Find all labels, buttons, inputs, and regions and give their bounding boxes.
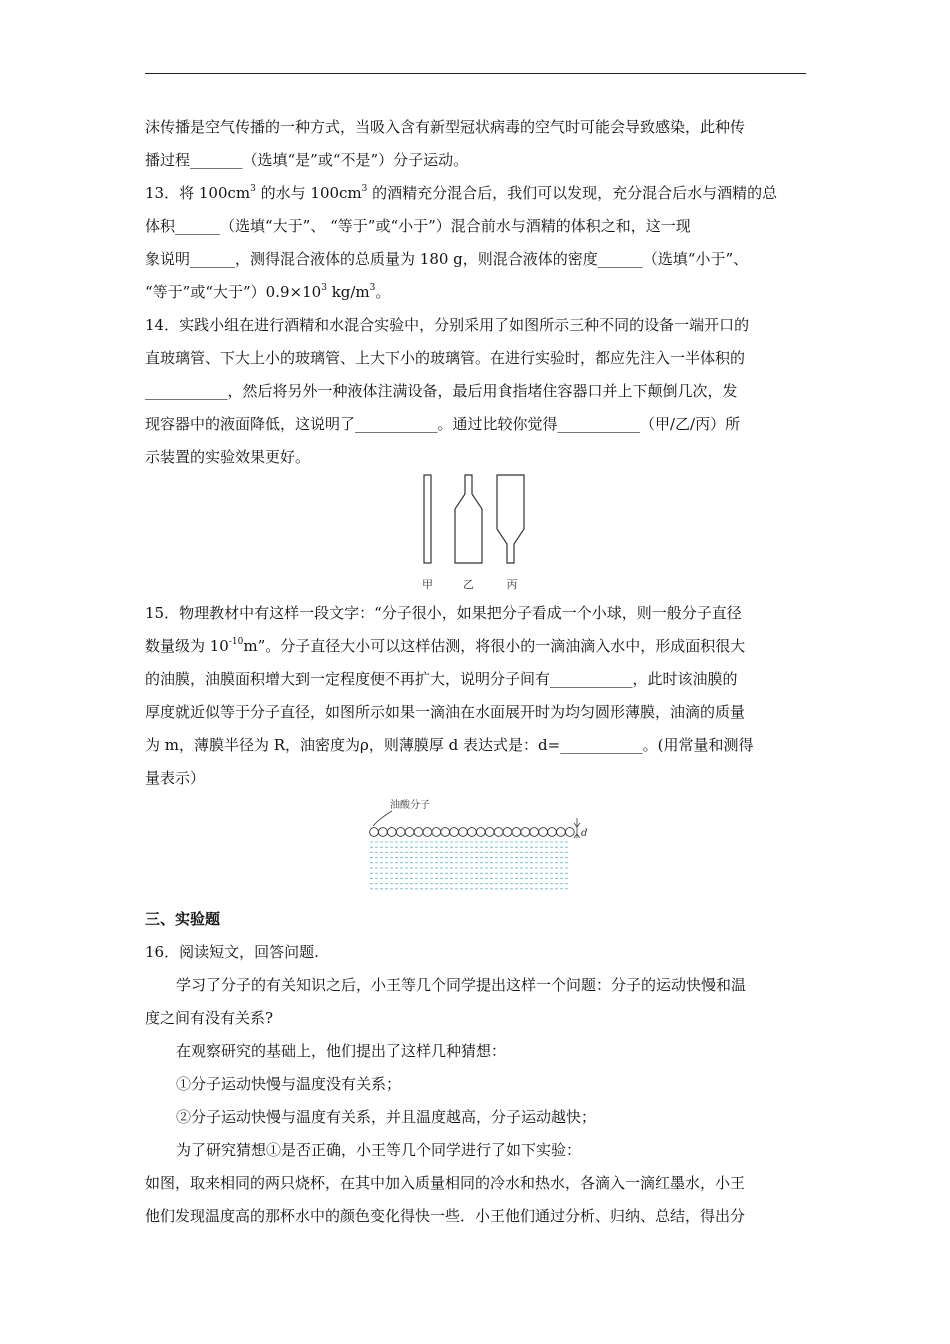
molecule-circle [530,828,539,837]
hypothesis-1: ①分子运动快慢与温度没有关系； [176,1075,402,1093]
text-line: 现容器中的液面降低，这说明了___________。通过比较你觉得___________（甲/乙/丙）所 [145,415,741,433]
molecule-circle [432,828,441,837]
molecule-circle [450,828,459,837]
molecule-circle [539,828,548,837]
header-rule [145,73,806,74]
text-line: 象说明______，测得混合液体的总质量为 180 g，则混合液体的密度______（选填“小于”、 [145,250,749,268]
question-15-line: 15．物理教材中有这样一段文字：“分子很小，如果把分子看成一个小球，则一般分子直径 [145,604,742,622]
question-13-line: 13．将 $100cm^3$ 的水与 $100cm^3$ 的酒精充分混合后，我们可以发现，充分混合后水与酒精的总 [145,184,778,202]
text-line: 学习了分子的有关知识之后，小王等几个同学提出这样一个问题：分子的运动快慢和温 [176,976,747,994]
tubes-figure [410,470,540,595]
section-title-experiment: 三、实验题 [145,910,221,928]
text-line: 如图，取来相同的两只烧杯，在其中加入质量相同的冷水和热水，各滴入一滴红墨水，小王 [145,1174,746,1192]
oil-molecule-label: 油酸分子 [390,800,430,811]
text-line: 量表示） [145,769,206,787]
molecule-circle [370,828,379,837]
text-line: 沫传播是空气传播的一种方式，当吸入含有新型冠状病毒的空气时可能会导致感染，此种传 [145,118,746,136]
tube-jia [424,475,431,563]
oil-film-figure [360,796,590,898]
molecule-circle [423,828,432,837]
text-line: 示装置的实验效果更好。 [145,448,311,466]
water-lines [370,842,568,889]
molecule-circle [379,828,388,837]
text-line: 为了研究猜想①是否正确，小王等几个同学进行了如下实验： [176,1141,582,1159]
molecule-circle [396,828,405,837]
molecule-circle [459,828,468,837]
label-bing: 丙 [506,578,518,591]
text-line: 播过程_______（选填“是”或“不是”）分子运动。 [145,151,469,169]
molecule-circle [503,828,512,837]
molecule-circle [387,828,396,837]
molecule-circle [405,828,414,837]
molecule-circle [565,828,574,837]
text-line: 体积______（选填“大于”、 “等于”或“小于”）混合前水与酒精的体积之和，这一现 [145,217,691,235]
label-pointer [373,811,392,826]
text-line: 在观察研究的基础上，他们提出了这样几种猜想： [176,1042,507,1060]
text-line: ___________，然后将另外一种液体注满设备，最后用食指堵住容器口并上下颠倒几次，发 [145,382,738,400]
text-line: 数量级为 $10^{-10}m$”。分子直径大小可以这样估测，将很小的一滴油滴入水中，形成面积很大 [145,637,746,655]
text-line: 的油膜，油膜面积增大到一定程度便不再扩大，说明分子间有___________，此时该油膜的 [145,670,738,688]
text-line: 直玻璃管、下大上小的玻璃管、上大下小的玻璃管。在进行实验时，都应先注入一半体积的 [145,349,746,367]
thickness-label: d [581,828,588,839]
tube-bing [497,475,524,563]
molecule-row [370,828,575,837]
molecule-circle [557,828,566,837]
molecule-circle [414,828,423,837]
molecule-circle [521,828,530,837]
question-16-line: 16．阅读短文，回答问题. [145,943,319,961]
molecule-circle [512,828,521,837]
text-line: 厚度就近似等于分子直径，如图所示如果一滴油在水面展开时为均匀圆形薄膜，油滴的质量 [145,703,746,721]
label-yi: 乙 [463,578,474,591]
tube-yi [455,475,482,563]
molecule-circle [468,828,477,837]
molecule-circle [476,828,485,837]
molecule-circle [548,828,557,837]
text-line: “等于”或“大于$”)0.9\times 10^3$ $kg/m^3$。 [145,283,391,301]
text-line: 为 m，薄膜半径为 R，油密度为ρ，则薄膜厚 d 表达式是：d=___________。(用常量和测得 [145,736,754,754]
molecule-circle [494,828,503,837]
hypothesis-2: ②分子运动快慢与温度有关系，并且温度越高，分子运动越快； [176,1108,597,1126]
molecule-circle [485,828,494,837]
molecule-circle [441,828,450,837]
text-line: 他们发现温度高的那杯水中的颜色变化得快一些．小王他们通过分析、归纳、总结，得出分 [145,1207,746,1225]
question-14-line: 14．实践小组在进行酒精和水混合实验中，分别采用了如图所示三种不同的设备一端开口的 [145,316,750,334]
text-line: 度之间有没有关系? [145,1009,274,1027]
label-jia: 甲 [422,578,433,591]
